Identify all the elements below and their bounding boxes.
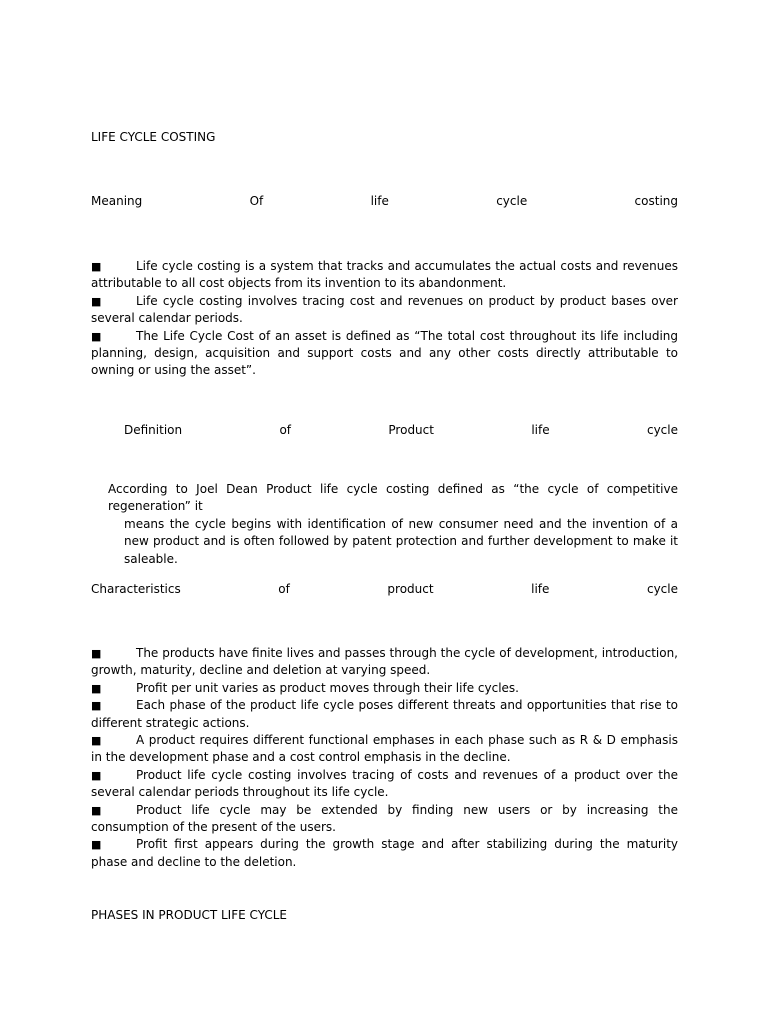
definition-line: means the cycle begins with identification of new consumer need and the invention of a new product and is often followed by patent protection and further development to make it saleable. bbox=[124, 516, 678, 566]
characteristics-heading-word: life bbox=[531, 582, 550, 596]
bullet-square-icon: ■ bbox=[91, 681, 102, 695]
meaning-bullet-list bbox=[91, 258, 678, 380]
definition-heading-word: life bbox=[531, 423, 550, 437]
bullet-text: Life cycle costing involves tracing cost and revenues on product by product bases over several calendar periods. bbox=[91, 293, 678, 326]
definition-heading-word: Product bbox=[388, 423, 434, 437]
bullet-square-icon: ■ bbox=[91, 803, 102, 817]
characteristics-heading bbox=[91, 581, 678, 598]
document-title: LIFE CYCLE COSTING bbox=[91, 130, 216, 144]
characteristics-heading-word: product bbox=[387, 582, 434, 596]
definition-heading-word: of bbox=[279, 423, 292, 437]
meaning-heading-word: life bbox=[370, 194, 389, 208]
bullet-square-icon: ■ bbox=[91, 329, 102, 343]
definition-line: According to Joel Dean Product life cycle costing defined as “the cycle of competitive regeneration” it bbox=[108, 482, 678, 514]
bullet-item bbox=[91, 258, 678, 293]
bullet-text: Profit first appears during the growth stage and after stabilizing during the maturity phase and decline to the deletion. bbox=[91, 837, 678, 869]
definition-paragraph bbox=[108, 481, 678, 568]
meaning-heading-word: cycle bbox=[496, 194, 528, 208]
bullet-text: A product requires different functional emphases in each phase such as R & D emphasis in the development phase and a cost control emphasis in the decline. bbox=[91, 733, 678, 765]
bullet-text: Life cycle costing is a system that tracks and accumulates the actual costs and revenues attributable to all cost objects from its invention to its abandonment. bbox=[91, 259, 678, 291]
bullet-square-icon: ■ bbox=[91, 294, 102, 308]
meaning-heading bbox=[91, 193, 678, 210]
bullet-item bbox=[91, 802, 678, 837]
bullet-square-icon: ■ bbox=[91, 260, 102, 273]
bullet-item bbox=[91, 732, 678, 767]
bullet-text: Profit per unit varies as product moves through their life cycles. bbox=[136, 680, 519, 695]
bullet-item bbox=[91, 680, 678, 697]
bullet-text: The Life Cycle Cost of an asset is defined as “The total cost throughout its life including planning, design, acquisition and support costs and any other costs directly attributable to owning or using the asset”. bbox=[91, 328, 678, 378]
meaning-heading-word: Meaning bbox=[91, 194, 143, 208]
bullet-item bbox=[91, 328, 678, 380]
characteristics-heading-word: of bbox=[278, 582, 290, 596]
bullet-text: The products have finite lives and passes through the cycle of development, introduction, growth, maturity, decline and deletion at varying speed. bbox=[91, 646, 678, 678]
bullet-square-icon: ■ bbox=[91, 734, 102, 748]
definition-heading-word: cycle bbox=[646, 423, 678, 437]
characteristics-bullet-list bbox=[91, 645, 678, 871]
bullet-text: Product life cycle may be extended by finding new users or by increasing the consumption of the present of the users. bbox=[91, 802, 678, 835]
meaning-heading-word: costing bbox=[634, 194, 678, 208]
phases-heading: PHASES IN PRODUCT LIFE CYCLE bbox=[91, 908, 288, 922]
characteristics-heading-word: cycle bbox=[646, 582, 678, 596]
bullet-item bbox=[91, 767, 678, 802]
bullet-item bbox=[91, 697, 678, 732]
bullet-item bbox=[91, 836, 678, 871]
bullet-square-icon: ■ bbox=[91, 768, 102, 782]
bullet-item bbox=[91, 645, 678, 680]
definition-heading-word: Definition bbox=[124, 423, 183, 437]
bullet-square-icon: ■ bbox=[91, 699, 102, 713]
bullet-square-icon: ■ bbox=[91, 838, 102, 852]
bullet-text: Product life cycle costing involves tracing of costs and revenues of a product over the several calendar periods throughout its life cycle. bbox=[91, 767, 678, 800]
definition-heading bbox=[124, 422, 678, 439]
meaning-heading-word: Of bbox=[249, 194, 264, 208]
bullet-text: Each phase of the product life cycle poses different threats and opportunities that rise to different strategic actions. bbox=[91, 698, 678, 730]
bullet-square-icon: ■ bbox=[91, 647, 102, 660]
bullet-item bbox=[91, 293, 678, 328]
characteristics-heading-word: Characteristics bbox=[91, 582, 181, 596]
